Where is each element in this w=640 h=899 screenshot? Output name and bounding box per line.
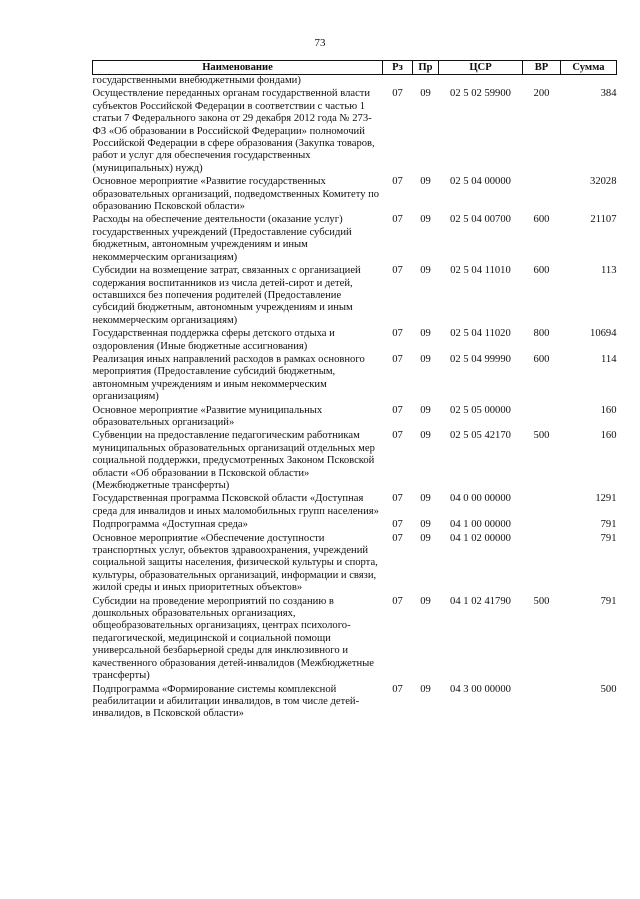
cell-sum: 21107 — [590, 214, 617, 226]
cell-pr: 09 — [420, 404, 431, 416]
cell-name: Реализация иных направлений расходов в рамках основного мероприятия (Предоставление субсидий бюджетным, автономным учреждениям и иным некоммерческим организациям) — [92, 353, 365, 403]
table-row — [93, 213, 617, 264]
column-header-rz: Рз — [383, 61, 413, 75]
cell-rz: 07 — [392, 265, 403, 277]
cell-name: Субвенции на предоставление педагогическим работникам муниципальных образовательных организаций отдельных мер социальной поддержки, предусмотренных Законом Псковской области «Об образовании в Псковской области» (Межбюджетные трансферты) — [92, 430, 375, 491]
table-row — [93, 175, 617, 213]
cell-rz: 07 — [392, 430, 403, 442]
cell-rz: 07 — [392, 88, 403, 100]
cell-name: Основное мероприятие «Обеспечение доступности транспортных услуг, объектов здравоохранения, учреждений социальной защиты населения, физической культуры и спорта, культуры, образовательных организаций, информации и связи, жилой среды и иных приоритетных объектов» — [92, 532, 378, 594]
cell-vr: 600 — [533, 214, 550, 226]
table-row — [93, 404, 617, 430]
cell-sum: 113 — [601, 265, 617, 277]
column-header-sum: Сумма — [561, 61, 617, 75]
cell-sum — [561, 75, 617, 88]
cell-sum: 791 — [600, 519, 617, 531]
cell-csr: 02 5 05 42170 — [450, 430, 511, 442]
column-header-csr: ЦСР — [439, 61, 523, 75]
cell-pr: 09 — [420, 519, 431, 531]
cell-pr: 09 — [420, 532, 431, 544]
cell-rz: 07 — [392, 532, 403, 544]
cell-name: Осуществление переданных органам государственной власти субъектов Российской Федерации в соответствии с частью 1 статьи 7 Федерального закона от 29 декабря 2012 года № 273-ФЗ «Об образовании в Российской Федерации» полномочий Российской Федерации в сфере образования (Закупка товаров, работ и услуг для обеспечения государственных (муниципальных) нужд) — [92, 88, 375, 174]
cell-csr: 04 3 00 00000 — [450, 683, 511, 695]
column-header-pr: Пр — [413, 61, 439, 75]
cell-pr: 09 — [420, 683, 431, 695]
cell-csr: 02 5 04 00000 — [450, 176, 511, 188]
cell-csr: 02 5 05 00000 — [450, 404, 511, 416]
cell-vr: 500 — [533, 430, 550, 442]
cell-vr — [523, 518, 561, 531]
cell-csr: 04 1 00 00000 — [450, 519, 511, 531]
cell-csr: 04 0 00 00000 — [450, 493, 511, 505]
cell-name: Расходы на обеспечение деятельности (оказание услуг) государственных учреждений (Предоставление субсидий бюджетным, автономным учреждениям и иным некоммерческим организациям) — [92, 214, 352, 263]
cell-name: Субсидии на проведение мероприятий по созданию в дошкольных образовательных организациях, общеобразовательных организациях, центрах психолого-педагогической, медицинской и социальной помощи универсальной безбарьерной среды для инклюзивного и качественного образования детей-инвалидов (Межбюджетные трансферты) — [92, 595, 374, 682]
cell-rz: 07 — [392, 214, 403, 226]
cell-csr: 02 5 04 00700 — [450, 214, 511, 226]
cell-name: Основное мероприятие «Развитие муниципальных образовательных организаций» — [92, 404, 323, 428]
cell-csr: 02 5 04 11020 — [450, 328, 511, 340]
cell-vr — [523, 175, 561, 213]
cell-rz: 07 — [392, 595, 403, 607]
cell-rz — [383, 75, 413, 88]
cell-vr — [523, 404, 561, 430]
column-header-vr: ВР — [523, 61, 561, 75]
cell-csr: 02 5 04 99990 — [450, 353, 511, 365]
cell-sum: 1291 — [595, 493, 617, 505]
cell-name: Государственная поддержка сферы детского отдыха и оздоровления (Иные бюджетные ассигнования) — [92, 328, 335, 352]
cell-rz: 07 — [392, 328, 403, 340]
cell-name: Государственная программа Псковской области «Доступная среда для инвалидов и иных маломобильных групп населения» — [92, 493, 379, 517]
cell-pr: 09 — [420, 430, 431, 442]
table-row — [93, 75, 617, 88]
cell-csr: 02 5 02 59900 — [450, 88, 511, 100]
cell-sum: 10694 — [590, 328, 617, 340]
cell-sum: 32028 — [590, 176, 617, 188]
column-header-name: Наименование — [93, 61, 383, 75]
cell-vr: 200 — [533, 88, 550, 100]
table-body — [93, 75, 617, 721]
cell-pr: 09 — [420, 328, 431, 340]
cell-pr: 09 — [420, 493, 431, 505]
table-row — [93, 532, 617, 595]
cell-name: Субсидии на возмещение затрат, связанных с организацией содержания воспитанников из числа детей-сирот и детей, оставшихся без попечения родителей (Предоставление субсидий бюджетным, автономным учреждениям и иным некоммерческим организациям) — [92, 265, 361, 326]
table-row — [93, 492, 617, 518]
cell-sum: 384 — [600, 88, 617, 100]
cell-pr — [413, 75, 439, 88]
cell-rz: 07 — [392, 176, 403, 188]
cell-name: государственными внебюджетными фондами) — [92, 75, 301, 86]
table-row — [93, 353, 617, 404]
cell-vr: 600 — [533, 353, 550, 365]
cell-vr: 800 — [533, 328, 550, 340]
cell-vr: 500 — [533, 595, 550, 607]
table-row — [93, 518, 617, 531]
cell-vr: 600 — [533, 265, 550, 277]
table-header — [93, 61, 617, 75]
cell-name: Основное мероприятие «Развитие государственных образовательных организаций, подведомственных Комитету по образованию Псковской области» — [92, 176, 380, 213]
table-row — [93, 327, 617, 353]
table-row — [93, 264, 617, 327]
cell-pr: 09 — [420, 595, 431, 607]
cell-vr — [523, 683, 561, 721]
cell-pr: 09 — [420, 214, 431, 226]
cell-pr: 09 — [420, 176, 431, 188]
cell-vr — [523, 75, 561, 88]
table-row — [93, 87, 617, 175]
cell-sum: 500 — [600, 683, 617, 695]
cell-rz: 07 — [392, 493, 403, 505]
cell-vr — [523, 492, 561, 518]
cell-rz: 07 — [392, 353, 403, 365]
cell-rz: 07 — [392, 519, 403, 531]
cell-vr — [523, 532, 561, 595]
cell-csr — [439, 75, 523, 88]
cell-pr: 09 — [420, 265, 431, 277]
table-row — [93, 429, 617, 492]
cell-pr: 09 — [420, 353, 431, 365]
cell-rz: 07 — [392, 683, 403, 695]
cell-rz: 07 — [392, 404, 403, 416]
cell-csr: 04 1 02 00000 — [450, 532, 511, 544]
budget-table — [92, 60, 617, 721]
cell-name: Подпрограмма «Доступная среда» — [92, 519, 248, 531]
cell-sum: 160 — [600, 430, 617, 442]
cell-csr: 04 1 02 41790 — [450, 595, 511, 607]
table-row — [93, 683, 617, 721]
cell-pr: 09 — [420, 88, 431, 100]
cell-sum: 160 — [600, 404, 617, 416]
cell-sum: 791 — [600, 595, 617, 607]
page-number: 73 — [314, 37, 326, 49]
cell-sum: 114 — [601, 353, 617, 365]
table-row — [93, 595, 617, 683]
cell-name: Подпрограмма «Формирование системы комплексной реабилитации и абилитации инвалидов, в том числе детей-инвалидов, в Псковской области» — [92, 683, 360, 720]
cell-csr: 02 5 04 11010 — [450, 265, 511, 277]
cell-sum: 791 — [600, 532, 617, 544]
